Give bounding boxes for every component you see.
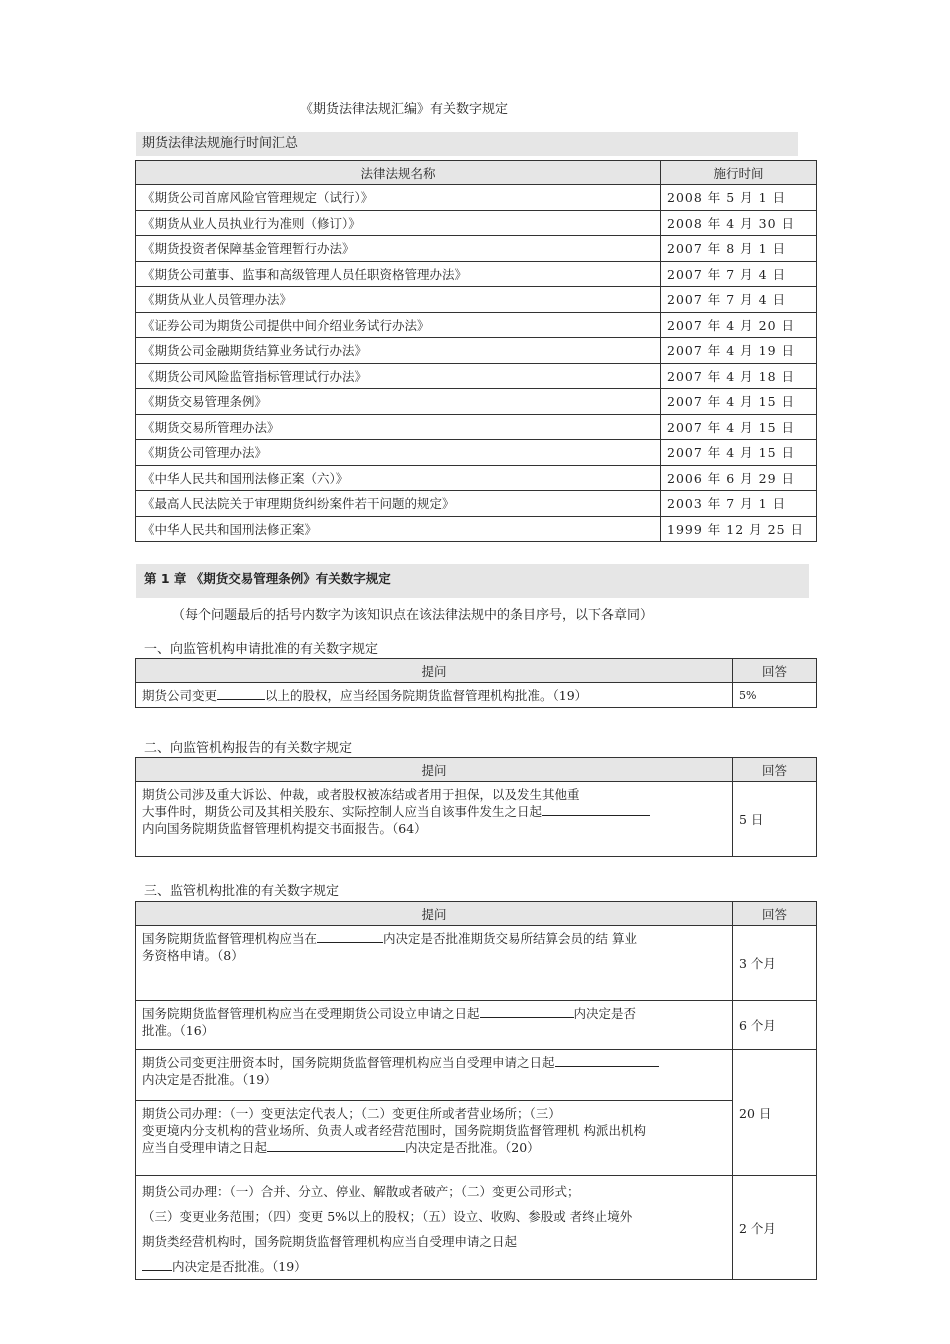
law-name-cell: 《期货公司金融期货结算业务试行办法》 — [136, 338, 661, 364]
law-name-cell: 《期货交易所管理办法》 — [136, 414, 661, 440]
question-cell — [136, 782, 733, 857]
question-text: 期货公司变更 — [142, 688, 218, 703]
table-row — [136, 926, 817, 1001]
effective-time-cell: 2007 年 4 月 19 日 — [661, 338, 817, 364]
table-row — [136, 440, 817, 466]
table-row — [136, 210, 817, 236]
table-row — [136, 312, 817, 338]
question-cell — [136, 683, 733, 708]
answer-blank — [542, 803, 650, 816]
question-text: 变更境内分支机构的营业场所、负责人或者经营范围时，国务院期货监督管理机 构派出机构 — [142, 1123, 646, 1138]
chapter-title: 第 1 章 《期货交易管理条例》有关数字规定 — [136, 564, 809, 598]
law-name-cell: 《期货公司管理办法》 — [136, 440, 661, 466]
law-name-cell: 《期货从业人员执业行为准则（修订）》 — [136, 210, 661, 236]
table-row — [136, 414, 817, 440]
question-text: 务资格申请。（8） — [142, 948, 244, 963]
effective-time-cell: 2007 年 4 月 15 日 — [661, 414, 817, 440]
answer-blank — [480, 1005, 574, 1018]
answer-blank — [317, 930, 383, 943]
answer-cell: 3 个月 — [733, 926, 817, 1001]
answer-cell: 2 个月 — [733, 1176, 817, 1280]
chapter-note: （每个问题最后的括号内数字为该知识点在该法律法规中的条目序号，以下各章同） — [172, 608, 654, 623]
answer-blank — [267, 1139, 405, 1152]
table-row — [136, 287, 817, 313]
table-row — [136, 261, 817, 287]
section2-title: 二、向监管机构报告的有关数字规定 — [144, 741, 353, 756]
answer-header: 回答 — [733, 659, 817, 683]
question-text: 应当自受理申请之日起 — [142, 1140, 268, 1155]
answer-cell: 5 日 — [733, 782, 817, 857]
question-cell — [136, 1176, 733, 1280]
answer-blank — [217, 687, 265, 700]
table-row — [136, 236, 817, 262]
table-row — [136, 363, 817, 389]
table-row — [136, 465, 817, 491]
question-text: 期货公司办理：（一）变更法定代表人；（二）变更住所或者营业场所；（三） — [142, 1106, 561, 1121]
question-text: 期货公司涉及重大诉讼、仲裁，或者股权被冻结或者用于担保，以及发生其他重 — [142, 787, 580, 802]
effective-time-cell: 1999 年 12 月 25 日 — [661, 516, 817, 542]
section1-title: 一、向监管机构申请批准的有关数字规定 — [144, 642, 379, 657]
question-text: 内决定是否批准。（19） — [172, 1259, 307, 1274]
effective-time-cell: 2006 年 6 月 29 日 — [661, 465, 817, 491]
question-text: （三）变更业务范围；（四）变更 5%以上的股权；（五）设立、收购、参股或 者终止境外 — [142, 1209, 633, 1224]
question-text: 期货公司办理：（一）合并、分立、停业、解散或者破产；（二）变更公司形式； — [142, 1184, 580, 1199]
question-text: 大事件时，期货公司及其相关股东、实际控制人应当自该事件发生之日起 — [142, 804, 543, 819]
table-row — [136, 1001, 817, 1050]
question-cell — [136, 926, 733, 1001]
table-row — [136, 782, 817, 857]
effective-time-cell: 2007 年 4 月 18 日 — [661, 363, 817, 389]
table-row — [136, 338, 817, 364]
section1-table — [135, 658, 817, 708]
section2-table — [135, 757, 817, 857]
document-title: 《期货法律法规汇编》有关数字规定 — [300, 102, 509, 117]
law-name-cell: 《中华人民共和国刑法修正案》 — [136, 516, 661, 542]
answer-cell: 20 日 — [733, 1050, 817, 1176]
answer-cell: 6 个月 — [733, 1001, 817, 1050]
effective-time-cell: 2008 年 5 月 1 日 — [661, 185, 817, 211]
answer-cell: 5% — [733, 683, 817, 708]
question-text: 内决定是否 — [573, 1006, 637, 1021]
question-header: 提问 — [136, 659, 733, 683]
law-name-cell: 《期货公司董事、监事和高级管理人员任职资格管理办法》 — [136, 261, 661, 287]
question-text: 国务院期货监督管理机构应当在受理期货公司设立申请之日起 — [142, 1006, 480, 1021]
effective-time-cell: 2007 年 8 月 1 日 — [661, 236, 817, 262]
question-cell — [136, 1050, 733, 1176]
effective-time-cell: 2003 年 7 月 1 日 — [661, 491, 817, 517]
effective-time-cell: 2007 年 4 月 15 日 — [661, 440, 817, 466]
table-row — [136, 1050, 817, 1176]
table-row — [136, 389, 817, 415]
question-text: 以上的股权，应当经国务院期货监督管理机构批准。（19） — [265, 688, 588, 703]
answer-blank — [555, 1054, 659, 1067]
answer-header: 回答 — [733, 902, 817, 926]
section3-table — [135, 901, 817, 1280]
question-text: 期货公司变更注册资本时，国务院期货监督管理机构应当自受理申请之日起 — [142, 1055, 555, 1070]
table-row — [136, 516, 817, 542]
effective-time-header: 施行时间 — [661, 161, 817, 185]
law-name-cell: 《期货从业人员管理办法》 — [136, 287, 661, 313]
law-effective-date-table — [135, 160, 817, 542]
law-name-cell: 《期货公司风险监管指标管理试行办法》 — [136, 363, 661, 389]
law-name-header: 法律法规名称 — [136, 161, 661, 185]
effective-time-cell: 2007 年 4 月 20 日 — [661, 312, 817, 338]
law-name-cell: 《期货公司首席风险官管理规定（试行）》 — [136, 185, 661, 211]
law-name-cell: 《最高人民法院关于审理期货纠纷案件若干问题的规定》 — [136, 491, 661, 517]
law-name-cell: 《期货交易管理条例》 — [136, 389, 661, 415]
section3-title: 三、监管机构批准的有关数字规定 — [144, 884, 340, 899]
answer-header: 回答 — [733, 758, 817, 782]
question-text: 批准。（16） — [142, 1023, 215, 1038]
table-row — [136, 491, 817, 517]
question-text: 内向国务院期货监督管理机构提交书面报告。（64） — [142, 821, 427, 836]
question-text: 内决定是否批准。（19） — [142, 1072, 277, 1087]
table-row — [136, 683, 817, 708]
question-header: 提问 — [136, 758, 733, 782]
question-text: 内决定是否批准。（20） — [405, 1140, 540, 1155]
effective-time-cell: 2007 年 7 月 4 日 — [661, 287, 817, 313]
table-row — [136, 185, 817, 211]
effective-time-cell: 2007 年 7 月 4 日 — [661, 261, 817, 287]
question-text: 国务院期货监督管理机构应当在 — [142, 931, 318, 946]
question-text: 内决定是否批准期货交易所结算会员的结 算业 — [383, 931, 637, 946]
summary-section-title: 期货法律法规施行时间汇总 — [136, 132, 798, 156]
question-header: 提问 — [136, 902, 733, 926]
answer-blank — [142, 1258, 172, 1271]
question-cell — [136, 1001, 733, 1050]
law-name-cell: 《期货投资者保障基金管理暂行办法》 — [136, 236, 661, 262]
table-row — [136, 1176, 817, 1280]
effective-time-cell: 2008 年 4 月 30 日 — [661, 210, 817, 236]
question-text: 期货类经营机构时，国务院期货监督管理机构应当自受理申请之日起 — [142, 1234, 518, 1249]
effective-time-cell: 2007 年 4 月 15 日 — [661, 389, 817, 415]
law-name-cell: 《中华人民共和国刑法修正案（六）》 — [136, 465, 661, 491]
law-name-cell: 《证券公司为期货公司提供中间介绍业务试行办法》 — [136, 312, 661, 338]
